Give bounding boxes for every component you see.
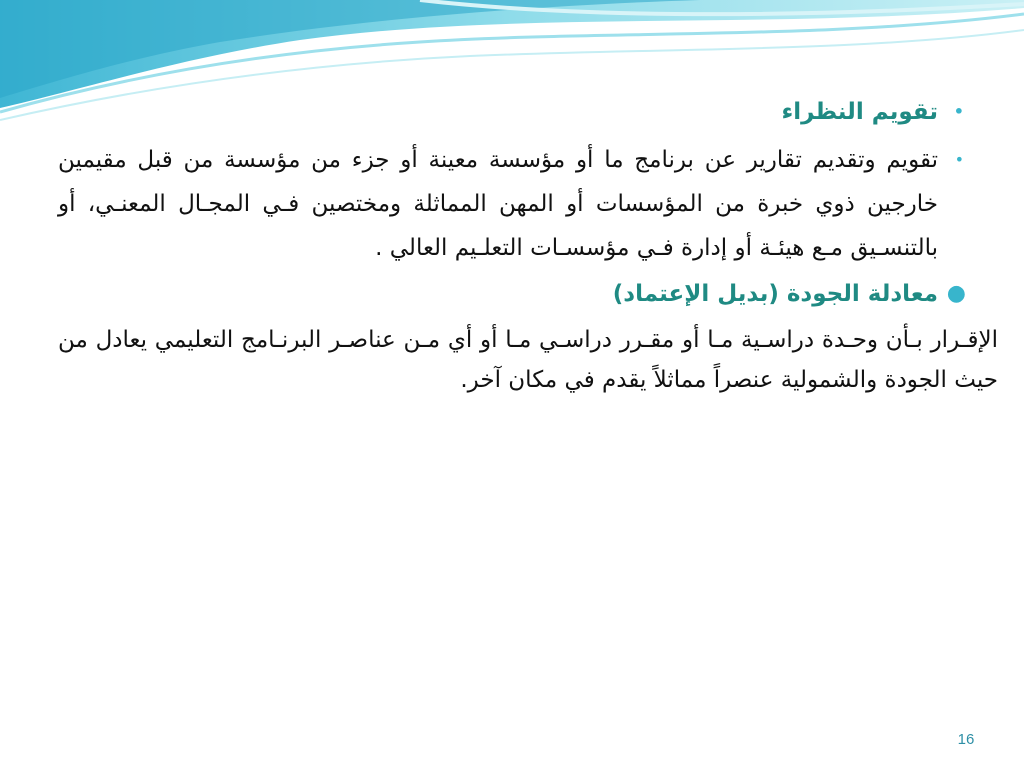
slide-content xyxy=(58,90,998,400)
bullet-heading-quality-equivalence xyxy=(58,272,970,316)
body-text: تقويم وتقديم تقارير عن برنامج ما أو مؤسسة معينة أو جزء من مؤسسة من قبل مقيمين خارجين ذوي خبرة من المؤسسات أو المهن المماثلة ومختصين فـي المجـال المعنـي، أو بالتنسـيق مـع هيئـة أو إدارة فـي مؤسسـات التعلـيم العالي . xyxy=(58,147,938,261)
slide-number: 16 xyxy=(957,731,975,748)
bullet-icon: • xyxy=(953,102,964,121)
heading-text: تقويم النظراء xyxy=(781,99,938,125)
heading-text: معادلة الجودة (بديل الإعتماد) xyxy=(612,281,938,307)
bullet-icon: ● xyxy=(946,281,966,306)
paragraph-text: الإقـرار بـأن وحـدة دراسـية مـا أو مقـرر دراسـي مـا أو أي مـن عناصـر البرنـامج التعليمي يعادل من حيث الجودة والشمولية عنصراً مماثلاً يقدم في مكان آخر. xyxy=(58,327,998,393)
paragraph-quality-equivalence xyxy=(58,320,998,400)
bullet-heading-peer-review xyxy=(58,90,970,134)
bullet-icon: • xyxy=(954,150,964,169)
bullet-body-definition xyxy=(58,138,970,270)
